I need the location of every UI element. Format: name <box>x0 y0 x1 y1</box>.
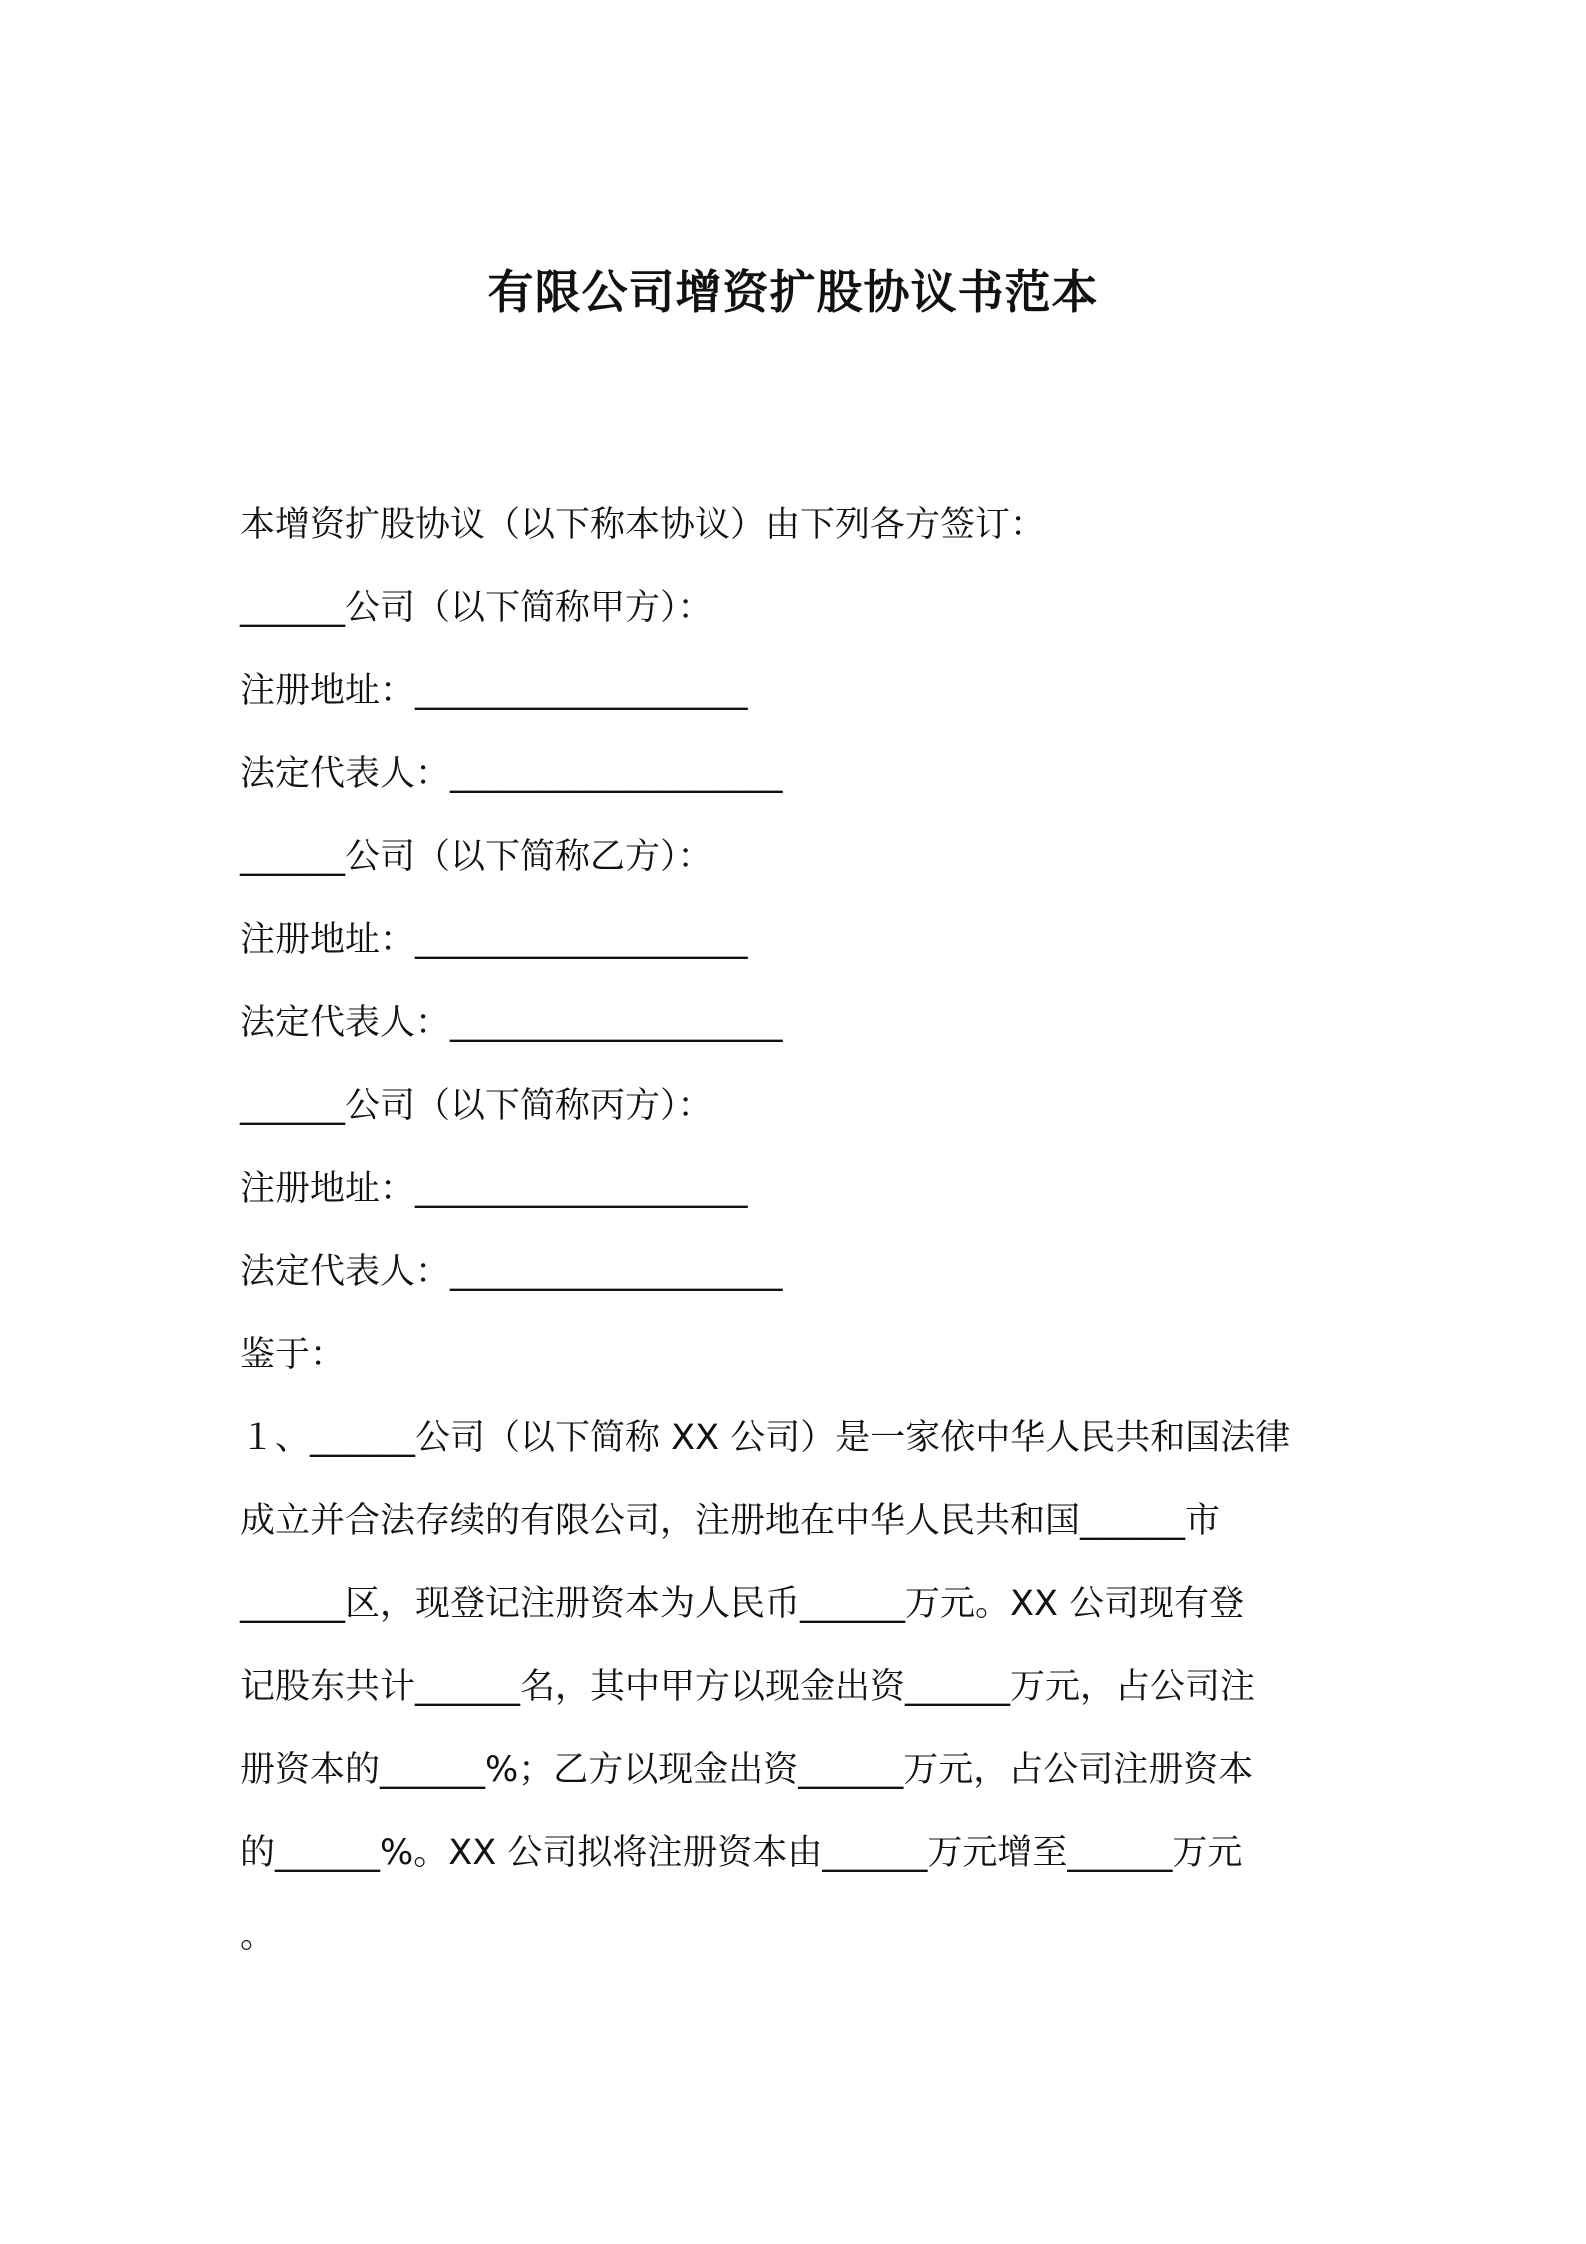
clause-line: 记股东共计______名，其中甲方以现金出资______万元，占公司注 <box>240 1667 1256 1707</box>
party-c-representative: 法定代表人：___________________ <box>240 1252 783 1292</box>
clause-line: １、______公司（以下简称 XX 公司）是一家依中华人民共和国法律 <box>240 1418 1291 1458</box>
clause-line: 。 <box>240 1916 276 1956</box>
clause-line: 的______%。XX 公司拟将注册资本由______万元增至______万元 <box>240 1833 1243 1873</box>
intro-text: 本增资扩股协议（以下称本协议）由下列各方签订： <box>240 505 1046 545</box>
clause-line: 册资本的______%；乙方以现金出资______万元，占公司注册资本 <box>240 1750 1254 1790</box>
party-a-address: 注册地址：___________________ <box>240 671 748 711</box>
document-title: 有限公司增资扩股协议书范本 <box>487 265 1099 319</box>
party-c-heading: ______公司（以下简称丙方）： <box>240 1086 713 1126</box>
party-c-address: 注册地址：___________________ <box>240 1169 748 1209</box>
clause-line: 成立并合法存续的有限公司，注册地在中华人民共和国______市 <box>240 1501 1221 1541</box>
whereas-label: 鉴于： <box>240 1335 346 1375</box>
party-a-representative: 法定代表人：___________________ <box>240 754 783 794</box>
party-b-address: 注册地址：___________________ <box>240 920 748 960</box>
party-b-heading: ______公司（以下简称乙方）： <box>240 837 713 877</box>
party-b-representative: 法定代表人：___________________ <box>240 1003 783 1043</box>
clause-line: ______区，现登记注册资本为人民币______万元。XX 公司现有登 <box>240 1584 1245 1624</box>
party-a-heading: ______公司（以下简称甲方）： <box>240 588 713 628</box>
